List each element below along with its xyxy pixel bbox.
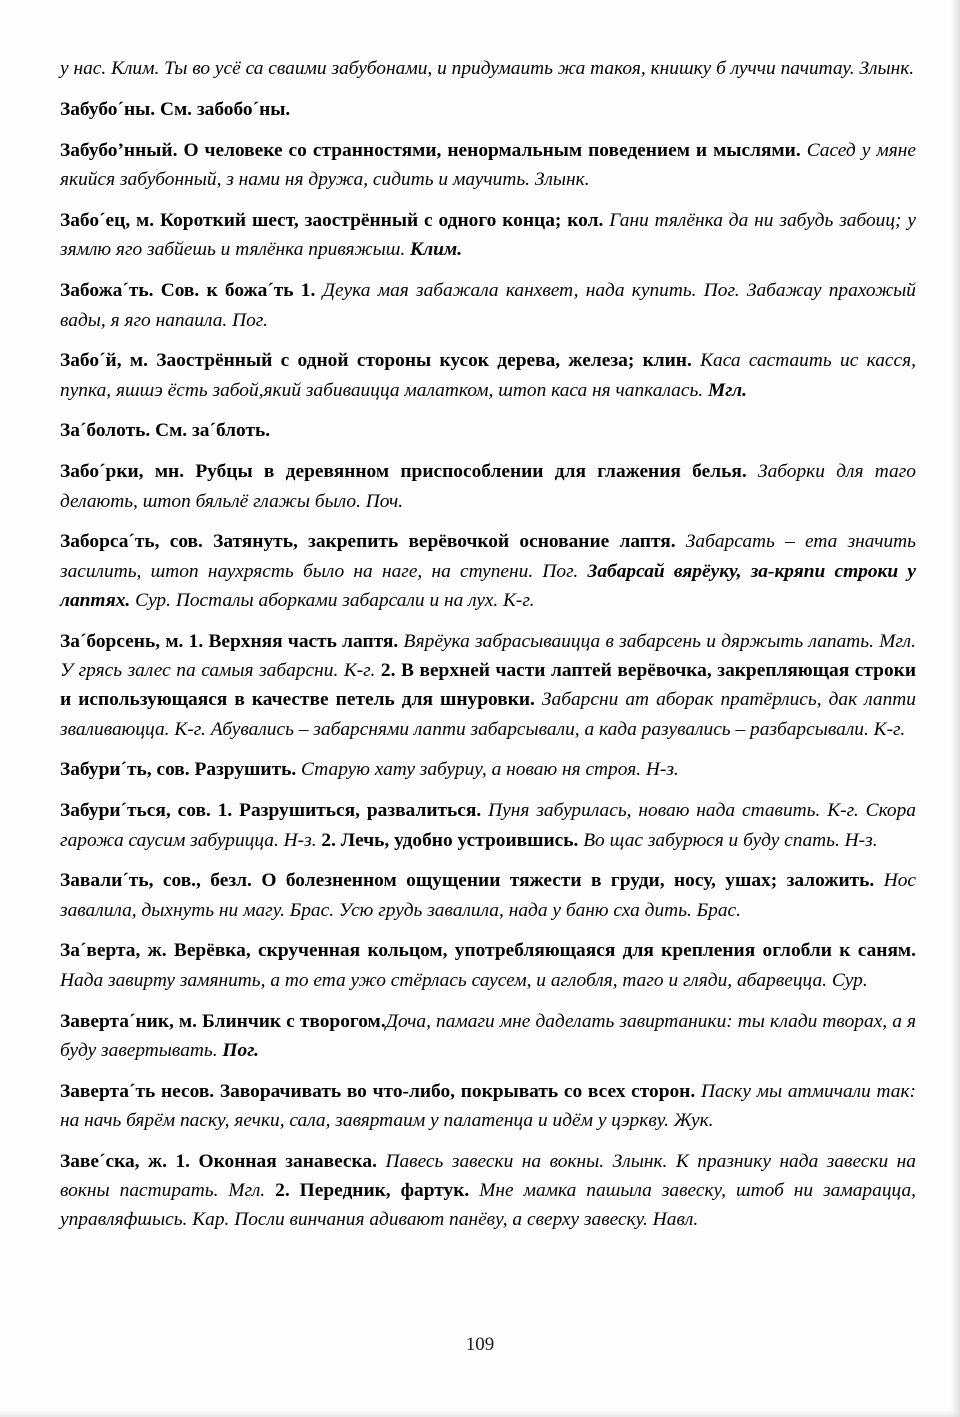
text-column [60,54,916,1235]
entry-definition-text: ть, сов., безл. О болезненном ощущении тяжести в груди, носу, ушах; заложить. [128,870,875,892]
entry-continuation [60,54,916,83]
dictionary-entry [60,95,916,124]
stress-accent-mark: ´ [122,280,129,302]
dictionary-entry [60,866,916,925]
entry-example-text: Гани тялёнка да ни забудь забоиц; у зямлю яго забйешь и тялёнка привяжыш. [60,210,916,261]
dictionary-entry [60,1147,916,1235]
stress-accent-mark: ´ [117,99,124,121]
entry-definition-text: 2. Передник, фартук. [275,1180,470,1201]
entry-definition-text: ец, м. Короткий шест, заострённый с одного конца; кол. [105,210,604,232]
stress-accent-mark: ´ [99,461,106,483]
entry-definition-text: Завали [60,870,123,892]
stress-accent-mark: ´ [99,210,106,232]
stress-accent-mark: ´ [79,420,87,442]
entry-definition-text: ны. [259,99,291,121]
stress-accent-mark: ´ [129,1080,136,1102]
entry-example-text: Нада завирту замянить, а то ета ужо стёрлась саусем, и аглобля, таго и гляди, абарвецца. Сур. [60,969,868,991]
entry-example-text: Во щас забурюся и буду спать. Н-з. [578,829,878,851]
entry-example-text: Павесь завески на вокны. Злынк. К празнику нада завески на вокны пастирать. Мгл. [60,1150,916,1201]
stress-accent-mark: ´ [209,420,216,442]
entry-definition-text: Забури [60,759,121,781]
entry-definition-text: й, м. Заострённый с одной стороны кусок дерева, железа; клин. [105,350,692,372]
stress-accent-mark: ´ [120,800,128,822]
entry-definition-text: Заверта [60,1080,129,1102]
dictionary-entry [60,627,916,744]
entry-definition-text: Забо [60,461,100,483]
stress-accent-mark: ´ [120,759,128,781]
entry-definition-text: ть. Сов. к божа [128,280,268,302]
entry-source-abbrev: Пог. [222,1039,259,1061]
entry-source-abbrev: Клим. [410,239,463,261]
entry-definition-text: Забо [60,210,100,232]
entry-source-abbrev: Мгл. [707,379,747,401]
entry-definition-text: ть, сов. Затянуть, закрепить верёвочкой основание лаптя. [134,531,676,553]
entry-definition-text: болоть. См. за [86,420,210,442]
entry-definition-text: Забо [60,350,100,372]
entry-example-text: Мне мамка пашыла завеску, штоб ни замарацца, управляфшысь. Кар. Посли винчания адивают панёву, а сверху завеску. Навл. [60,1180,916,1231]
dictionary-entry [60,1007,916,1066]
entry-example-text: Паску мы атмичали так: на начь бярём паску, яечки, сала, завяртаим у палатенца и идём у цэркву. Жук. [60,1080,916,1131]
entry-definition-text: ть 1. [273,280,316,302]
dictionary-entry [60,346,916,405]
entry-definition-text: блоть. [215,420,271,442]
entry-definition-text: За [60,630,80,652]
entry-example-text: Вярёука забрасываицца в забарсень и дяржыть лапать. Мгл. У грясь залес па самыя забарсни. К-г. [60,630,916,682]
entry-example-text: Старую хату забуриу, а новаю ня строя. Н-з. [296,759,679,781]
dictionary-entry [60,136,916,195]
stress-accent-mark: ´ [79,630,87,652]
entry-definition-text: ны. См. забобо [123,99,253,121]
dictionary-entry [60,936,916,995]
stress-accent-mark: ´ [99,1150,106,1172]
entry-example-text: Забарсни ат аборак пратёрлись, дак лапти зваливаюцца. К-г. Абувались – забарснями лапти забарсывали, а када разувались – разбарсывали. К-г. [60,689,916,740]
entry-example-text: Забарсать – ета значить засилить, штоп наухрясть было на наге, на ступени. Пог. [60,531,916,582]
entry-example-text: Нос завалила, дыхнуть ни магу. Брас. Усю грудь завалила, нада у баню сха дить. Брас. [60,870,917,921]
entry-example-text: Сасед у мяне якийся забубонный, з нами ня дружа, сидить и маучить. Злынк. [60,140,916,191]
entry-source-abbrev: Забарсай вярёуку, за-кряпи строки у лаптях. [60,560,916,611]
entry-definition-text: ть несов. Заворачивать во что-либо, покрывать со всех сторон. [135,1080,696,1102]
entry-example-text: Деука мая забажала канхвет, нада купить. Пог. Забажау прахожый вады, я яго напаила. Пог. [60,280,916,331]
entry-definition-text: 2. Лечь, удобно устроившись. [321,829,579,851]
dictionary-entry [60,276,916,335]
entry-definition-text: ть, сов. Разрушить. [127,759,297,781]
entry-definition-text: Забубо [60,99,118,121]
entry-example-text: Каса састаить ис касся, пупка, яшшэ ёсть забой,який забиваицца малатком, штоп каса ня чапкалась. [60,350,916,401]
entry-example-text: Доча, памаги мне даделать завиртаники: ты клади творах, а я буду завертывать. [60,1010,916,1061]
dictionary-entry [60,416,916,445]
dictionary-entry [60,1077,916,1136]
stress-accent-mark: ´ [99,350,106,372]
entry-definition-text: 2. В верхней части лаптей верёвочка, закрепляющая строки и использующаяся в качестве петель для шнуровки. [60,660,916,711]
dictionary-entry [60,527,916,615]
entry-definition-text: Заборса [60,531,129,553]
scan-edge-right [951,0,960,1417]
entry-example-text: Сур. Посталы аборками забарсали и на лух. К-г. [130,589,535,611]
stress-accent-mark: ´ [252,99,260,121]
entry-definition-text: За [60,420,80,442]
entry-definition-text: ться, сов. 1. Разрушиться, развалиться. [127,800,482,822]
dictionary-entry [60,796,916,855]
entry-definition-text: борсень, м. 1. Верхняя часть лаптя. [86,630,399,652]
scan-edge-bottom [0,1410,960,1417]
stress-accent-mark: ´ [129,1010,136,1032]
stress-accent-mark: ´ [122,870,129,892]
page-number: 109 [465,1334,495,1355]
entry-definition-text: ник, м. Блинчик с творогом. [135,1010,386,1032]
entry-definition-text: Забубо’нный. О человеке со странностями, ненормальным поведением и мыслями. [60,140,801,162]
entry-example-text: у нас. Клим. Ты во усё са сваими забубонами, и придумаить жа такоя, книшку б луччи пачитау. Злынк. [60,58,915,79]
entry-definition-text: За [60,940,80,962]
entry-definition-text: Заве [60,1150,100,1172]
entry-example-text: Заборки для таго делають, штоп бяльлё глажы было. Поч. [60,461,916,512]
entry-definition-text: Забури [60,800,121,822]
entry-definition-text: верта, ж. Верёвка, скрученная кольцом, употребляющаяся для крепления оглобли к саням. [86,940,916,962]
stress-accent-mark: ´ [79,940,87,962]
stress-accent-mark: ´ [267,280,274,302]
entry-example-text: Пуня забурилась, новаю нада ставить. К-г. Скора гарожа саусим забурицца. Н-з. [60,800,916,851]
dictionary-entry [60,457,916,516]
dictionary-entry [60,755,916,784]
entry-definition-text: ска, ж. 1. Оконная занавеска. [105,1150,377,1172]
entry-definition-text: Заверта [60,1010,129,1032]
entry-definition-text: рки, мн. Рубцы в деревянном приспособлении для глажения белья. [105,461,747,483]
stress-accent-mark: ´ [128,531,135,553]
dictionary-entry [60,206,916,265]
entry-definition-text: Забожа [60,280,123,302]
